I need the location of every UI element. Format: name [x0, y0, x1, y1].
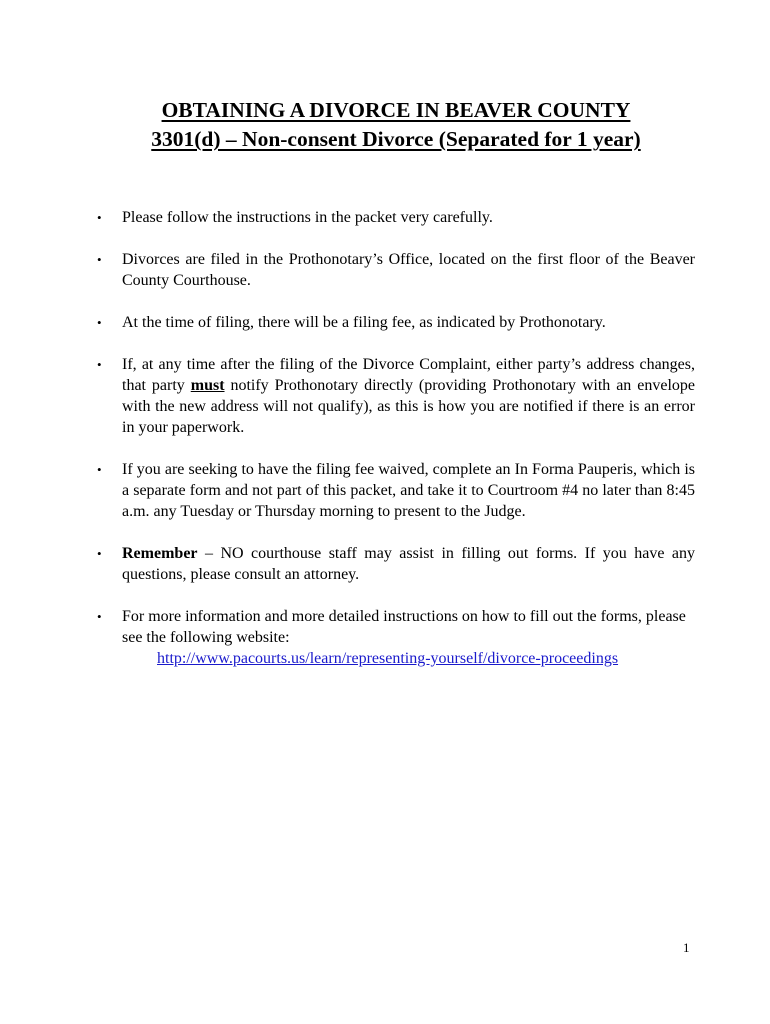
bullet-text: At the time of filing, there will be a filing fee, as indicated by Prothonotary.	[122, 314, 606, 331]
title-line-1: OBTAINING A DIVORCE IN BEAVER COUNTY	[161, 98, 631, 122]
instruction-list	[97, 207, 695, 690]
bullet-text: For more information and more detailed instructions on how to fill out the forms, please see the following website:	[122, 608, 686, 646]
document-title	[0, 96, 770, 154]
bullet-icon: •	[97, 462, 102, 477]
page-number: 1	[683, 940, 690, 955]
bullet-icon: •	[97, 609, 102, 624]
bullet-icon: •	[97, 357, 102, 372]
list-item	[97, 207, 695, 228]
link-line	[122, 648, 695, 669]
bullet-text-before: If, at any time after the filing of the Divorce Complaint, either party’s address changes, that party	[122, 356, 695, 394]
bullet-text: If you are seeking to have the filing fee waived, complete an In Forma Pauperis, which is a separate form and not part of this packet, and take it to Courtroom #4 no later than 8:45 a.m. any Tuesday or Thursday morning to present to the Judge.	[122, 461, 695, 520]
list-item	[97, 312, 695, 333]
bullet-text-after: notify Prothonotary directly (providing Prothonotary with an envelope with the new address will not qualify), as this is how you are notified if there is an error in your paperwork.	[122, 377, 695, 436]
bullet-icon: •	[97, 252, 102, 267]
divorce-proceedings-link[interactable]: http://www.pacourts.us/learn/representing-yourself/divorce-proceedings	[157, 650, 619, 667]
list-item	[97, 354, 695, 438]
bullet-icon: •	[97, 546, 102, 561]
list-item	[97, 543, 695, 585]
list-item	[97, 459, 695, 522]
bullet-text-after: – NO courthouse staff may assist in filling out forms. If you have any questions, please consult an attorney.	[122, 545, 695, 583]
bullet-icon: •	[97, 315, 102, 330]
bullet-icon: •	[97, 210, 102, 225]
list-item	[97, 249, 695, 291]
emphasis-must: must	[190, 377, 225, 394]
title-line-2: 3301(d) – Non-consent Divorce (Separated for 1 year)	[151, 127, 641, 151]
bullet-text: Please follow the instructions in the packet very carefully.	[122, 209, 493, 226]
emphasis-remember: Remember	[122, 545, 198, 562]
bullet-text: Divorces are filed in the Prothonotary’s Office, located on the first floor of the Beaver County Courthouse.	[122, 251, 695, 289]
list-item	[97, 606, 695, 669]
